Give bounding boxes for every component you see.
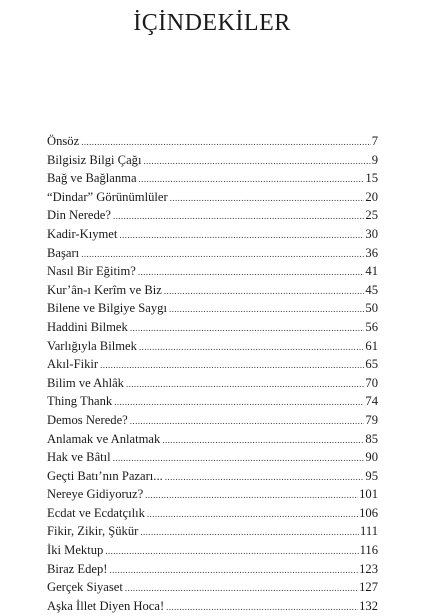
toc-entry-title: Bilim ve Ahlâk xyxy=(47,375,124,390)
toc-entry-title: “Dindar” Görünümlüler xyxy=(47,189,168,204)
toc-entry-page-number: 79 xyxy=(365,412,378,427)
toc-entry-page-number: 15 xyxy=(365,171,378,186)
toc-entry-page-number: 127 xyxy=(359,580,378,595)
toc-entry-title: Hak ve Bâtıl xyxy=(47,450,111,465)
toc-entry xyxy=(47,522,378,541)
dot-leader xyxy=(147,505,358,524)
dot-leader xyxy=(126,375,364,394)
dot-leader xyxy=(169,300,364,319)
toc-entry-title: Önsöz xyxy=(47,134,80,148)
toc-entry-page-number: 45 xyxy=(365,282,378,297)
toc-entry-title: Bilgisiz Bilgi Çağı xyxy=(47,152,142,167)
toc-entry-page-number: 132 xyxy=(359,598,378,613)
page-title: İÇİNDEKİLER xyxy=(133,10,291,36)
dot-leader xyxy=(105,542,358,561)
dot-leader xyxy=(119,226,364,245)
toc-entry-page-number: 123 xyxy=(359,561,378,576)
toc-entry-title: Din Nerede? xyxy=(47,208,111,223)
toc-entry-page-number: 41 xyxy=(365,264,378,279)
dot-leader xyxy=(170,189,365,208)
toc-entry-page-number: 90 xyxy=(365,450,378,465)
toc-entry-title: Demos Nerede? xyxy=(47,412,128,427)
dot-leader xyxy=(114,393,364,412)
dot-leader xyxy=(162,431,364,450)
toc-entry xyxy=(47,244,378,263)
dot-leader xyxy=(166,598,358,616)
dot-leader xyxy=(113,449,365,468)
dot-leader xyxy=(81,133,371,152)
toc-entry xyxy=(47,448,378,467)
toc-entry xyxy=(47,560,378,579)
toc-entry xyxy=(47,337,378,356)
toc-entry-title: Bilene ve Bilgiye Saygı xyxy=(47,301,167,316)
toc-entry xyxy=(47,281,378,300)
toc-entry xyxy=(47,169,378,188)
toc-entry xyxy=(47,132,378,151)
toc-entry xyxy=(47,262,378,281)
toc-entry-title: Nasıl Bir Eğitim? xyxy=(47,264,136,279)
toc-entry xyxy=(47,151,378,170)
toc-entry xyxy=(47,299,378,318)
toc-entry-page-number: 36 xyxy=(365,245,378,260)
dot-leader xyxy=(125,579,358,598)
toc-entry xyxy=(47,188,378,207)
toc-entry-page-number: 106 xyxy=(359,505,378,520)
toc-entry xyxy=(47,485,378,504)
toc-entry-page-number: 56 xyxy=(365,319,378,334)
toc-entry-page-number: 61 xyxy=(365,338,378,353)
dot-leader xyxy=(140,523,359,542)
dot-leader xyxy=(139,338,365,357)
toc-entry-title: Fikir, Zikir, Şükür xyxy=(47,524,139,539)
dot-leader xyxy=(113,207,364,226)
toc-entry xyxy=(47,578,378,597)
toc-entry xyxy=(47,392,378,411)
toc-entry-title: Haddini Bilmek xyxy=(47,319,128,334)
toc-entry-title: Aşka İllet Diyen Hoca! xyxy=(47,598,165,613)
table-of-contents xyxy=(47,132,378,615)
toc-entry-title: Akıl-Fikir xyxy=(47,357,99,372)
toc-entry-page-number: 50 xyxy=(365,301,378,316)
toc-entry-title: Gerçek Siyaset xyxy=(47,580,123,595)
dot-leader xyxy=(165,468,365,487)
toc-entry-page-number: 101 xyxy=(359,487,378,502)
toc-entry-title: Anlamak ve Anlatmak xyxy=(47,431,161,446)
toc-entry-page-number: 25 xyxy=(365,208,378,223)
toc-entry-title: Geçti Batı’nın Pazarı... xyxy=(47,468,163,483)
toc-entry-page-number: 95 xyxy=(365,468,378,483)
toc-entry-title: Nereye Gidiyoruz? xyxy=(47,487,144,502)
toc-entry-page-number: 116 xyxy=(359,543,378,558)
toc-entry xyxy=(47,541,378,560)
toc-entry-page-number: 70 xyxy=(365,375,378,390)
toc-entry-title: Varlığıyla Bilmek xyxy=(47,338,137,353)
dot-leader xyxy=(139,170,365,189)
toc-entry-title: Thing Thank xyxy=(47,394,113,409)
toc-entry-title: Ecdat ve Ecdatçılık xyxy=(47,505,145,520)
toc-entry xyxy=(47,411,378,430)
dot-leader xyxy=(143,152,370,171)
toc-entry xyxy=(47,467,378,486)
toc-entry xyxy=(47,504,378,523)
toc-entry xyxy=(47,206,378,225)
toc-entry-title: Kadir-Kıymet xyxy=(47,226,118,241)
toc-entry-page-number: 20 xyxy=(365,189,378,204)
toc-entry-page-number: 30 xyxy=(365,226,378,241)
dot-leader xyxy=(110,561,359,580)
toc-entry xyxy=(47,374,378,393)
toc-entry-page-number: 9 xyxy=(371,152,378,167)
toc-entry-title: Başarı xyxy=(47,245,80,260)
toc-entry xyxy=(47,318,378,337)
dot-leader xyxy=(130,412,365,431)
toc-entry-page-number: 85 xyxy=(365,431,378,446)
toc-entry-title: Biraz Edep! xyxy=(47,561,108,576)
toc-entry-page-number: 111 xyxy=(360,524,378,539)
toc-entry xyxy=(47,430,378,449)
toc-entry-title: Kur’ân-ı Kerîm ve Biz xyxy=(47,282,162,297)
dot-leader xyxy=(100,356,364,375)
dot-leader xyxy=(81,245,364,264)
toc-entry-title: İki Mektup xyxy=(47,543,104,558)
dot-leader xyxy=(130,319,365,338)
toc-entry-page-number: 65 xyxy=(365,357,378,372)
dot-leader xyxy=(138,263,365,282)
toc-entry-page-number: 7 xyxy=(371,134,378,148)
dot-leader xyxy=(164,282,365,301)
toc-entry xyxy=(47,225,378,244)
toc-entry xyxy=(47,355,378,374)
toc-entry-page-number: 74 xyxy=(365,394,378,409)
dot-leader xyxy=(145,486,358,505)
toc-entry-title: Bağ ve Bağlanma xyxy=(47,171,137,186)
